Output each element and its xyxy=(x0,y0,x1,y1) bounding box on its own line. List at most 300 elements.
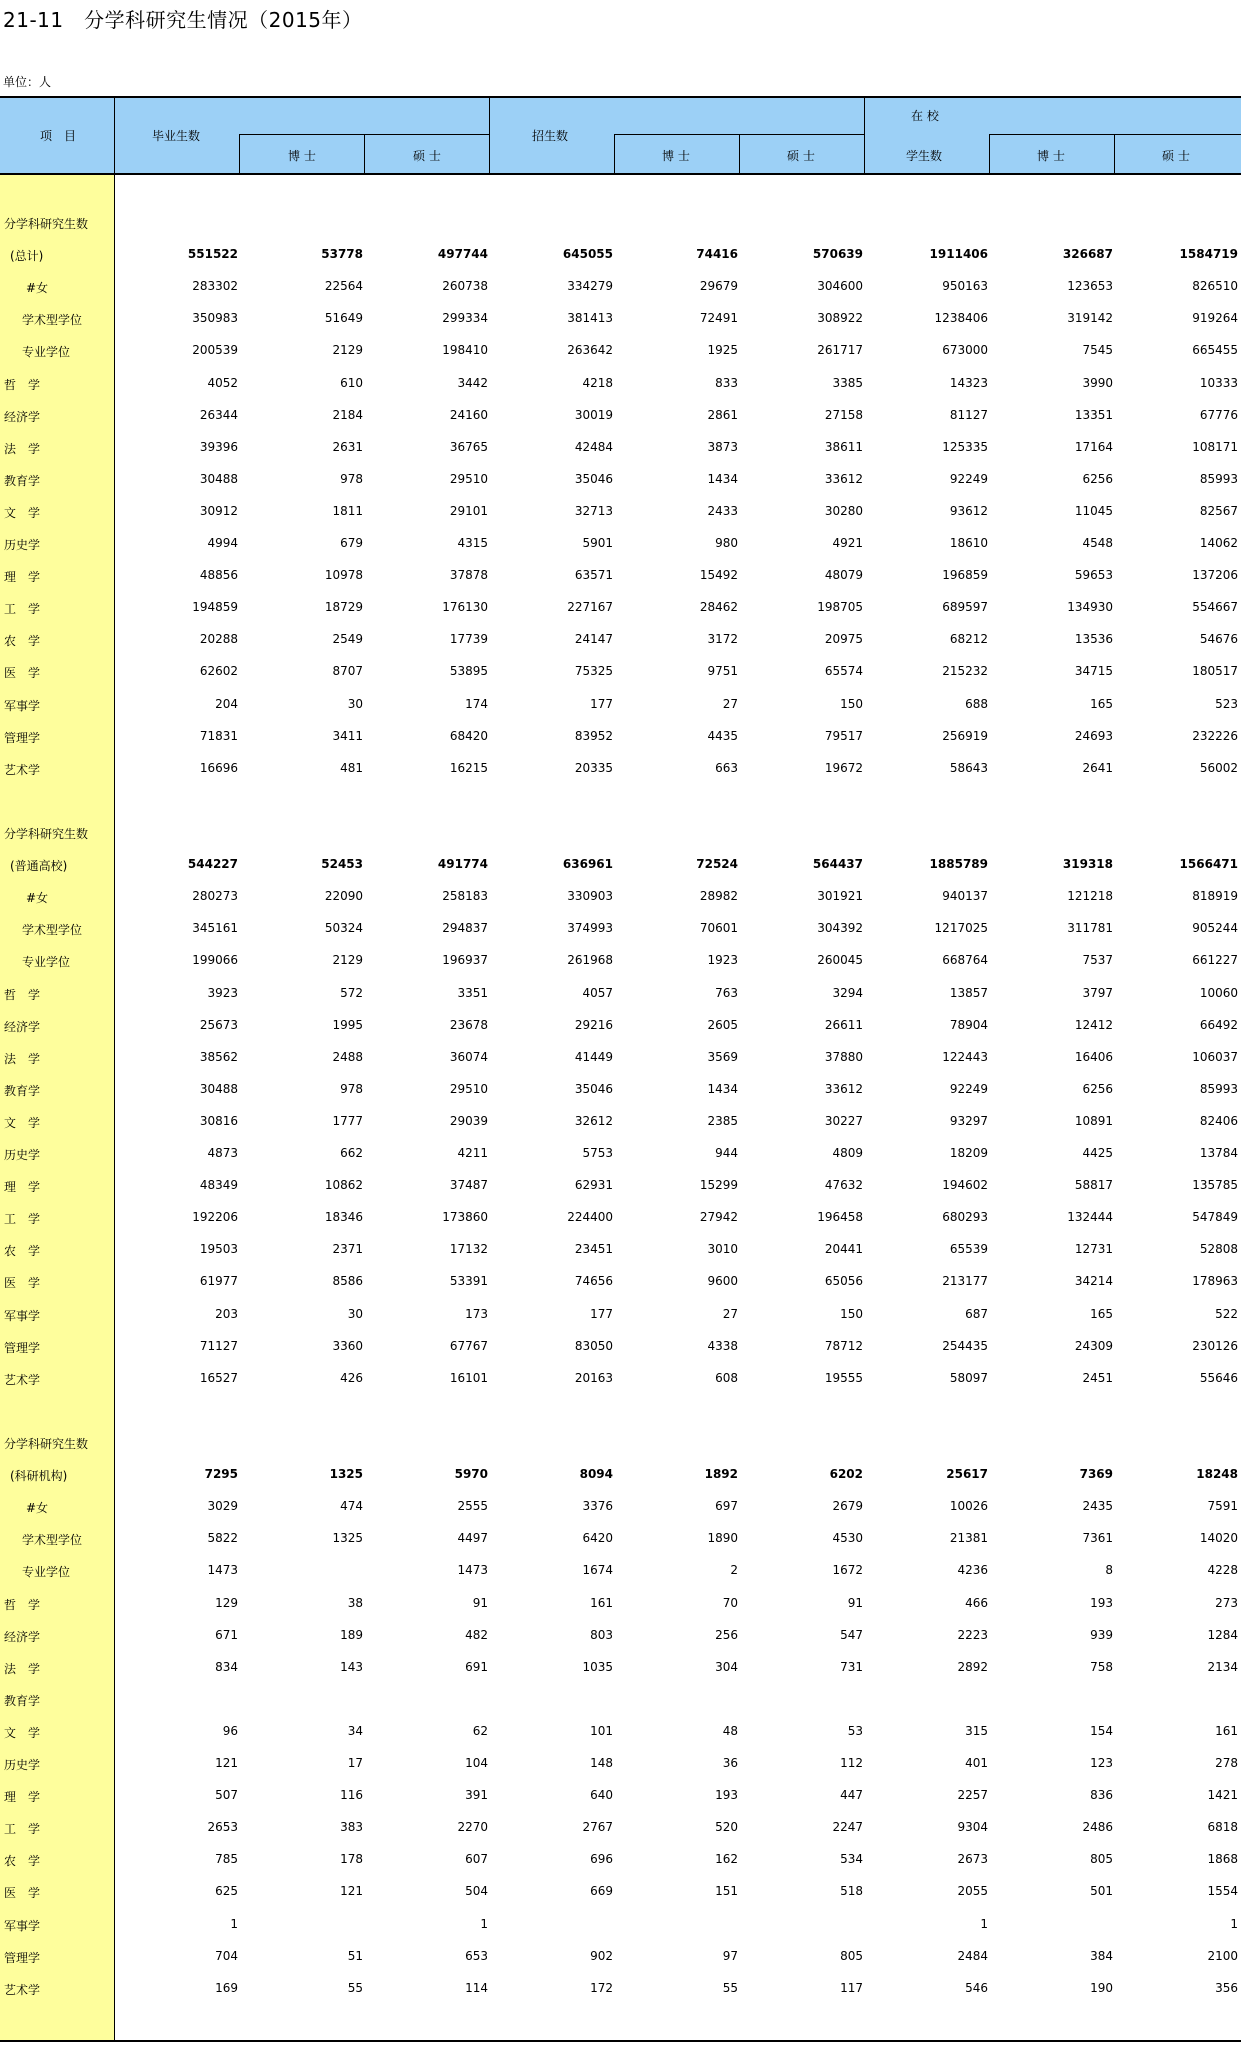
table-cell: 33612 xyxy=(824,1081,863,1096)
row-label: 法 学 xyxy=(4,1051,41,1066)
table-cell: 19503 xyxy=(199,1242,238,1257)
table-cell: 668764 xyxy=(942,953,988,968)
table-cell: 1473 xyxy=(207,1563,238,1578)
table-cell: 662 xyxy=(340,1146,363,1160)
row-label: 专业学位 xyxy=(22,955,71,970)
table-cell: 123 xyxy=(1090,1756,1113,1770)
table-cell: 81127 xyxy=(949,407,988,422)
table-cell: 21381 xyxy=(949,1531,988,1546)
col-divider-7 xyxy=(989,134,990,174)
table-cell: 2861 xyxy=(707,407,738,422)
table-cell: 980 xyxy=(715,536,738,550)
table-cell: 14020 xyxy=(1199,1531,1238,1546)
row-label: 历史学 xyxy=(4,1148,41,1162)
header-master-1: 硕 士 xyxy=(413,149,441,163)
table-cell: 2488 xyxy=(332,1049,363,1064)
row-label: 经济学 xyxy=(4,1019,41,1034)
table-cell: 96 xyxy=(222,1723,238,1738)
table-cell: 93297 xyxy=(949,1113,988,1128)
table-cell: 350983 xyxy=(192,311,238,326)
table-cell: 687 xyxy=(965,1306,988,1321)
table-cell: 704 xyxy=(215,1948,238,1963)
section-heading: 分学科研究生数 xyxy=(4,827,89,841)
table-cell: 7361 xyxy=(1082,1531,1113,1546)
table-cell: 919264 xyxy=(1192,311,1238,326)
row-label: 文 学 xyxy=(4,1725,41,1740)
table-cell: 25673 xyxy=(199,1017,238,1032)
table-cell: 29216 xyxy=(574,1017,613,1032)
table-cell: 24309 xyxy=(1074,1338,1113,1353)
row-label: 历史学 xyxy=(4,1758,41,1772)
row-label: 管理学 xyxy=(4,730,41,745)
table-cell: 82567 xyxy=(1199,503,1238,518)
row-label: 农 学 xyxy=(4,1854,41,1869)
row-label: 哲 学 xyxy=(4,1597,41,1612)
table-cell: 3360 xyxy=(332,1338,363,1353)
table-cell: 391 xyxy=(465,1788,488,1803)
table-cell: 172 xyxy=(590,1980,613,1995)
table-cell: 121 xyxy=(215,1756,238,1770)
table-cell: 106037 xyxy=(1192,1049,1238,1064)
row-label: 专业学位 xyxy=(22,345,71,360)
table-cell: 200539 xyxy=(192,343,238,358)
table-cell: 56002 xyxy=(1199,760,1238,775)
table-cell: 4236 xyxy=(957,1563,988,1578)
table-cell: 83050 xyxy=(574,1338,613,1353)
table-cell: 299334 xyxy=(442,311,488,326)
table-cell: 1777 xyxy=(332,1113,363,1128)
row-label: 管理学 xyxy=(4,1340,41,1355)
col-divider-2 xyxy=(364,134,365,174)
table-cell: 29510 xyxy=(449,1081,488,1096)
table-cell: 53895 xyxy=(449,664,488,679)
table-cell: 36074 xyxy=(449,1049,488,1064)
table-cell: 35046 xyxy=(574,471,613,486)
table-cell: 148 xyxy=(590,1756,613,1770)
table-cell: 7295 xyxy=(204,1467,238,1482)
table-cell: 547849 xyxy=(1192,1210,1238,1225)
table-cell: 319142 xyxy=(1067,311,1113,326)
table-cell: 180517 xyxy=(1192,664,1238,679)
table-cell: 818919 xyxy=(1192,889,1238,904)
table-cell: 114 xyxy=(465,1980,488,1995)
table-cell: 939 xyxy=(1090,1627,1113,1642)
table-cell: 2257 xyxy=(957,1788,988,1803)
header-enrolled-top: 在 校 xyxy=(911,109,939,123)
table-cell: 178963 xyxy=(1192,1274,1238,1289)
table-cell: 636961 xyxy=(562,857,613,872)
table-cell: 37880 xyxy=(824,1049,863,1064)
table-cell: 2129 xyxy=(332,343,363,358)
table-cell: 330903 xyxy=(567,889,613,904)
table-cell: 82406 xyxy=(1199,1113,1238,1128)
table-cell: 1885789 xyxy=(929,857,988,872)
header-master-2: 硕 士 xyxy=(787,149,815,163)
table-cell: 38562 xyxy=(199,1049,238,1064)
table-cell: 803 xyxy=(590,1627,613,1642)
table-cell: 13351 xyxy=(1074,407,1113,422)
row-label: #女 xyxy=(26,1501,49,1516)
table-cell: 311781 xyxy=(1067,921,1113,936)
table-cell: 671 xyxy=(215,1627,238,1642)
table-cell: 27158 xyxy=(824,407,863,422)
table-cell: 41449 xyxy=(574,1049,613,1064)
table-cell: 3411 xyxy=(332,728,363,743)
table-cell: 544227 xyxy=(187,857,238,872)
table-cell: 315 xyxy=(965,1723,988,1738)
table-cell: 5822 xyxy=(207,1531,238,1546)
table-cell: 12731 xyxy=(1074,1242,1113,1257)
table-cell: 1911406 xyxy=(929,247,988,262)
table-cell: 17 xyxy=(347,1756,363,1770)
table-cell: 129 xyxy=(215,1595,238,1610)
table-cell: 65056 xyxy=(824,1274,863,1289)
table-cell: 2433 xyxy=(707,503,738,518)
table-cell: 132444 xyxy=(1067,1210,1113,1225)
table-cell: 2555 xyxy=(457,1499,488,1514)
table-cell: 70 xyxy=(722,1595,738,1610)
table-cell: 15299 xyxy=(699,1178,738,1193)
table-cell: 384 xyxy=(1090,1948,1113,1963)
table-cell: 572 xyxy=(340,985,363,1000)
row-label: 艺术学 xyxy=(4,762,41,777)
table-cell: 30 xyxy=(347,696,363,711)
table-cell: 2486 xyxy=(1082,1820,1113,1835)
table-cell: 689597 xyxy=(942,600,988,615)
table-cell: 108171 xyxy=(1192,439,1238,454)
table-cell: 8094 xyxy=(579,1467,613,1482)
table-cell: 92249 xyxy=(949,1081,988,1096)
table-cell: 215232 xyxy=(942,664,988,679)
table-cell: 137206 xyxy=(1192,568,1238,583)
table-cell: 4052 xyxy=(207,375,238,390)
table-cell: 3294 xyxy=(832,985,863,1000)
row-label: 学术型学位 xyxy=(22,923,83,938)
table-cell: 32612 xyxy=(574,1113,613,1128)
header-master-3: 硕 士 xyxy=(1162,149,1190,163)
section-heading: 分学科研究生数 xyxy=(4,217,89,231)
table-cell: 22090 xyxy=(324,889,363,904)
table-cell: 4921 xyxy=(832,536,863,550)
table-cell: 2247 xyxy=(832,1820,863,1835)
table-cell: 30227 xyxy=(824,1113,863,1128)
table-cell: 18248 xyxy=(1196,1467,1238,1482)
table-cell: 3990 xyxy=(1082,375,1113,390)
table-cell: 2653 xyxy=(207,1820,238,1835)
table-cell: 34214 xyxy=(1074,1274,1113,1289)
table-cell: 75325 xyxy=(574,664,613,679)
table-cell: 14062 xyxy=(1199,536,1238,550)
table-cell: 48079 xyxy=(824,568,863,583)
header-bottom-border xyxy=(0,173,1241,175)
table-cell: 625 xyxy=(215,1884,238,1899)
row-label: 工 学 xyxy=(4,1822,41,1837)
table-cell: 673000 xyxy=(942,343,988,358)
table-cell: 22564 xyxy=(324,279,363,294)
row-label: 艺术学 xyxy=(4,1982,41,1997)
table-cell: 4497 xyxy=(457,1531,488,1546)
table-cell: 198705 xyxy=(817,600,863,615)
table-cell: 74656 xyxy=(574,1274,613,1289)
table-cell: 4873 xyxy=(207,1146,238,1160)
table-cell: 6256 xyxy=(1082,471,1113,486)
table-cell: 2371 xyxy=(332,1242,363,1257)
table-cell: 383 xyxy=(340,1820,363,1835)
table-cell: 4211 xyxy=(457,1146,488,1160)
table-cell: 2631 xyxy=(332,439,363,454)
row-label: #女 xyxy=(26,891,49,906)
table-cell: 42484 xyxy=(574,439,613,454)
row-label: 专业学位 xyxy=(22,1565,71,1580)
table-cell: 112 xyxy=(840,1756,863,1770)
table-cell: 1217025 xyxy=(934,921,988,936)
row-label: 工 学 xyxy=(4,1212,41,1227)
table-cell: 261968 xyxy=(567,953,613,968)
table-cell: 121218 xyxy=(1067,889,1113,904)
table-cell: 2134 xyxy=(1207,1659,1238,1674)
table-cell: 653 xyxy=(465,1948,488,1963)
table-cell: 27942 xyxy=(699,1210,738,1225)
table-cell: 67767 xyxy=(449,1338,488,1353)
row-label: 教育学 xyxy=(4,473,41,488)
table-cell: 30019 xyxy=(574,407,613,422)
table-cell: 52808 xyxy=(1199,1242,1238,1257)
table-cell: 426 xyxy=(340,1370,363,1385)
row-label: 经济学 xyxy=(4,1629,41,1644)
table-cell: 54676 xyxy=(1199,632,1238,647)
table-cell: 1434 xyxy=(707,1081,738,1096)
table-cell: 52453 xyxy=(321,857,363,872)
table-cell: 256 xyxy=(715,1627,738,1642)
row-label: 法 学 xyxy=(4,1661,41,1676)
header-enrolled-bottom: 学生数 xyxy=(906,149,943,163)
table-cell: 20163 xyxy=(574,1370,613,1385)
row-label: 文 学 xyxy=(4,505,41,520)
table-cell: 34715 xyxy=(1074,664,1113,679)
header-enrollment: 招生数 xyxy=(532,129,569,143)
table-cell: 66492 xyxy=(1199,1017,1238,1032)
header-item: 项 目 xyxy=(40,129,77,143)
row-label: 教育学 xyxy=(4,1083,41,1098)
table-cell: 198410 xyxy=(442,343,488,358)
table-cell: 805 xyxy=(1090,1852,1113,1867)
table-cell: 67776 xyxy=(1199,407,1238,422)
table-cell: 232226 xyxy=(1192,728,1238,743)
table-cell: 554667 xyxy=(1192,600,1238,615)
table-cell: 10060 xyxy=(1199,985,1238,1000)
table-cell: 38611 xyxy=(824,439,863,454)
table-cell: 32713 xyxy=(574,503,613,518)
table-cell: 143 xyxy=(340,1659,363,1674)
table-cell: 491774 xyxy=(437,857,488,872)
table-cell: 93612 xyxy=(949,503,988,518)
table-cell: 474 xyxy=(340,1499,363,1514)
table-cell: 199066 xyxy=(192,953,238,968)
table-cell: 176130 xyxy=(442,600,488,615)
table-cell: 8707 xyxy=(332,664,363,679)
table-cell: 4548 xyxy=(1082,536,1113,550)
table-cell: 3873 xyxy=(707,439,738,454)
table-cell: 12412 xyxy=(1074,1017,1113,1032)
table-cell: 447 xyxy=(840,1788,863,1803)
table-cell: 26344 xyxy=(199,407,238,422)
table-cell: 30488 xyxy=(199,1081,238,1096)
table-cell: 71831 xyxy=(199,728,238,743)
table-cell: 29039 xyxy=(449,1113,488,1128)
table-cell: 8586 xyxy=(332,1274,363,1289)
row-label: (科研机构) xyxy=(10,1469,68,1484)
table-cell: 2100 xyxy=(1207,1948,1238,1963)
table-cell: 4994 xyxy=(207,536,238,550)
table-cell: 8 xyxy=(1105,1563,1113,1578)
row-label: 学术型学位 xyxy=(22,1533,83,1548)
table-cell: 178 xyxy=(340,1852,363,1867)
table-cell: 20335 xyxy=(574,760,613,775)
table-cell: 381413 xyxy=(567,311,613,326)
table-cell: 482 xyxy=(465,1627,488,1642)
col-divider-3 xyxy=(489,96,490,174)
table-cell: 763 xyxy=(715,985,738,1000)
row-label: 哲 学 xyxy=(4,377,41,392)
table-cell: 6420 xyxy=(582,1531,613,1546)
table-cell: 4425 xyxy=(1082,1146,1113,1160)
table-cell: 204 xyxy=(215,696,238,711)
table-cell: 48 xyxy=(722,1723,738,1738)
table-cell: 47632 xyxy=(824,1178,863,1193)
table-cell: 16527 xyxy=(199,1370,238,1385)
table-cell: 190 xyxy=(1090,1980,1113,1995)
table-cell: 7545 xyxy=(1082,343,1113,358)
table-cell: 4057 xyxy=(582,985,613,1000)
table-cell: 607 xyxy=(465,1852,488,1867)
table-cell: 28462 xyxy=(699,600,738,615)
table-cell: 14323 xyxy=(949,375,988,390)
table-cell: 2679 xyxy=(832,1499,863,1514)
row-label: (总计) xyxy=(10,249,44,264)
table-cell: 481 xyxy=(340,760,363,775)
table-cell: 679 xyxy=(340,536,363,550)
table-cell: 169 xyxy=(215,1980,238,1995)
table-cell: 20288 xyxy=(199,632,238,647)
table-cell: 85993 xyxy=(1199,1081,1238,1096)
table-cell: 25617 xyxy=(946,1467,988,1482)
page-title: 21-11 分学科研究生情况（2015年） xyxy=(3,8,363,32)
table-cell: 29510 xyxy=(449,471,488,486)
table-cell: 260045 xyxy=(817,953,863,968)
table-cell: 51 xyxy=(347,1948,363,1963)
table-cell: 72524 xyxy=(696,857,738,872)
table-cell: 1421 xyxy=(1207,1788,1238,1803)
table-cell: 92249 xyxy=(949,471,988,486)
table-cell: 91 xyxy=(847,1595,863,1610)
col-divider-6 xyxy=(864,96,865,174)
row-label: 管理学 xyxy=(4,1950,41,1965)
row-label: 文 学 xyxy=(4,1115,41,1130)
table-cell: 18729 xyxy=(324,600,363,615)
table-cell: 55 xyxy=(347,1980,363,1995)
table-cell: 161 xyxy=(1215,1723,1238,1738)
row-label: 医 学 xyxy=(4,1886,41,1901)
unit-label: 单位：人 xyxy=(3,75,52,89)
table-cell: 374993 xyxy=(567,921,613,936)
table-cell: 104 xyxy=(465,1756,488,1770)
table-cell: 2 xyxy=(730,1563,738,1578)
table-cell: 356 xyxy=(1215,1980,1238,1995)
table-cell: 1 xyxy=(1230,1916,1238,1931)
table-cell: 260738 xyxy=(442,279,488,294)
table-cell: 230126 xyxy=(1192,1338,1238,1353)
table-cell: 9304 xyxy=(957,1820,988,1835)
row-label: 军事学 xyxy=(4,1918,41,1933)
table-cell: 48349 xyxy=(199,1178,238,1193)
table-cell: 27 xyxy=(722,1306,738,1321)
table-cell: 9751 xyxy=(707,664,738,679)
table-cell: 28982 xyxy=(699,889,738,904)
table-cell: 3351 xyxy=(457,985,488,1000)
table-cell: 2055 xyxy=(957,1884,988,1899)
table-cell: 16696 xyxy=(199,760,238,775)
table-cell: 150 xyxy=(840,696,863,711)
table-cell: 16215 xyxy=(449,760,488,775)
table-cell: 688 xyxy=(965,696,988,711)
table-cell: 1566471 xyxy=(1179,857,1238,872)
table-cell: 85993 xyxy=(1199,471,1238,486)
table-cell: 196458 xyxy=(817,1210,863,1225)
table-cell: 18209 xyxy=(949,1146,988,1160)
table-cell: 2767 xyxy=(582,1820,613,1835)
row-label: #女 xyxy=(26,281,49,296)
table-cell: 570639 xyxy=(812,247,863,262)
row-label: 教育学 xyxy=(4,1693,41,1708)
table-cell: 940137 xyxy=(942,889,988,904)
table-cell: 1868 xyxy=(1207,1852,1238,1867)
table-cell: 280273 xyxy=(192,889,238,904)
table-cell: 665455 xyxy=(1192,343,1238,358)
table-cell: 7591 xyxy=(1207,1499,1238,1514)
table-cell: 304600 xyxy=(817,279,863,294)
table-cell: 58643 xyxy=(949,760,988,775)
table-cell: 258183 xyxy=(442,889,488,904)
table-cell: 10862 xyxy=(324,1178,363,1193)
table-cell: 165 xyxy=(1090,696,1113,711)
table-cell: 669 xyxy=(590,1884,613,1899)
table-cell: 1672 xyxy=(832,1563,863,1578)
table-cell: 304392 xyxy=(817,921,863,936)
table-cell: 1238406 xyxy=(934,311,988,326)
table-cell: 16406 xyxy=(1074,1049,1113,1064)
table-cell: 10333 xyxy=(1199,375,1238,390)
row-label: 医 学 xyxy=(4,1276,41,1291)
table-cell: 902 xyxy=(590,1948,613,1963)
row-label: 理 学 xyxy=(4,570,41,585)
table-cell: 691 xyxy=(465,1659,488,1674)
table-cell: 1923 xyxy=(707,953,738,968)
table-cell: 13536 xyxy=(1074,632,1113,647)
table-cell: 1 xyxy=(480,1916,488,1931)
table-cell: 20975 xyxy=(824,632,863,647)
table-cell: 134930 xyxy=(1067,600,1113,615)
table-cell: 504 xyxy=(465,1884,488,1899)
table-cell: 6818 xyxy=(1207,1820,1238,1835)
table-cell: 30280 xyxy=(824,503,863,518)
table-cell: 3569 xyxy=(707,1049,738,1064)
col-divider-item xyxy=(114,96,115,2042)
table-cell: 174 xyxy=(465,696,488,711)
table-cell: 30816 xyxy=(199,1113,238,1128)
subheader-line-right xyxy=(989,134,1241,135)
table-cell: 9600 xyxy=(707,1274,738,1289)
col-divider-4 xyxy=(614,134,615,174)
